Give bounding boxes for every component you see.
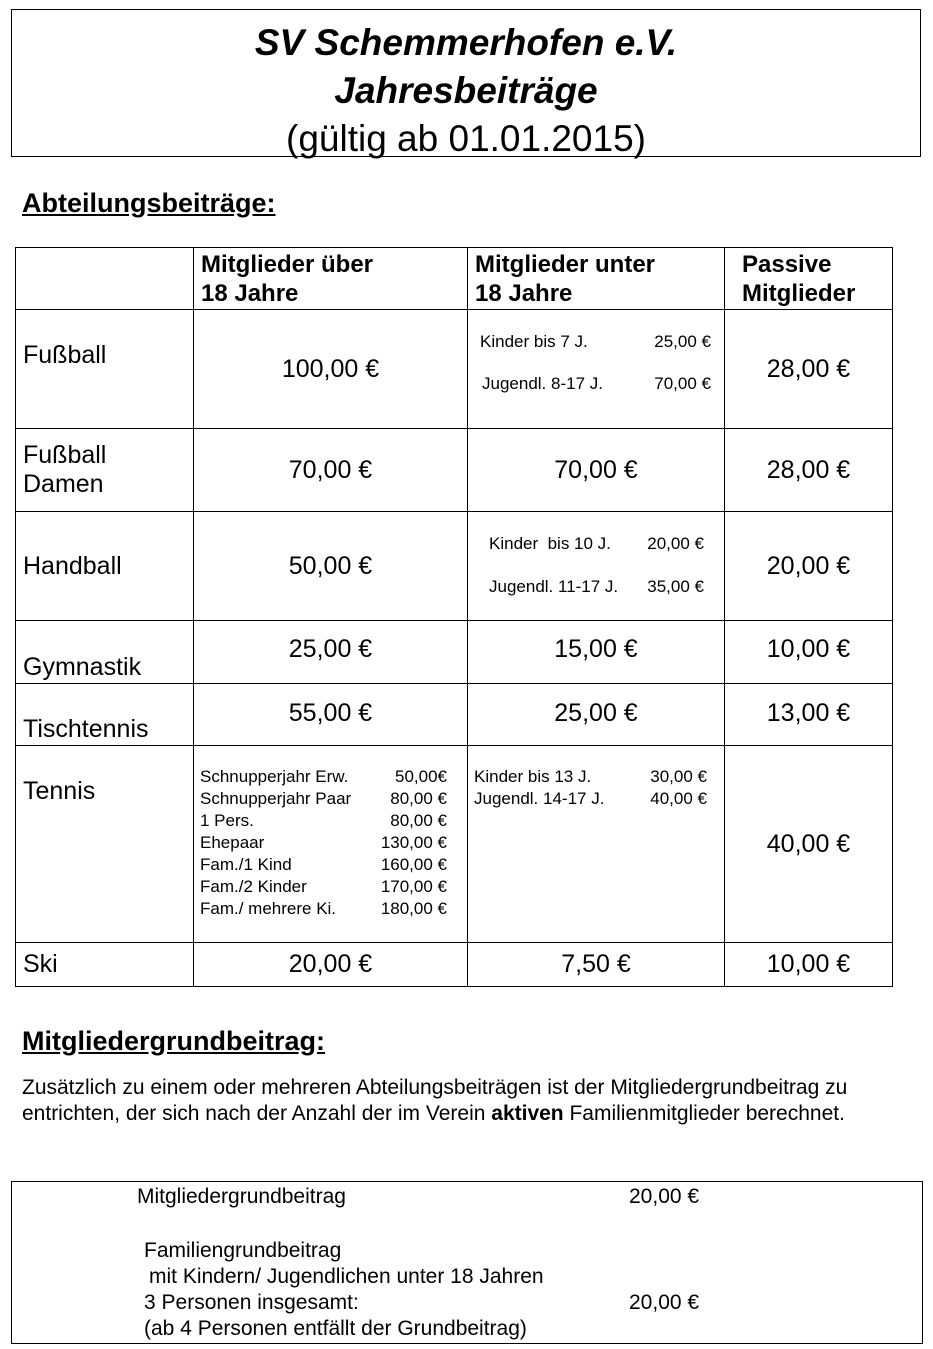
passive-fee: 10,00 € [725,621,893,684]
category-cell [16,429,194,512]
fee-line-price: 80,00 € [390,811,447,830]
header-youth-line2: 18 Jahre [475,280,573,307]
fee-line-price: 30,00 € [650,767,707,786]
category-label: Handball [23,551,122,580]
header-passive-line2: Mitglieder [742,280,856,307]
fee-line-price: 130,00 € [380,833,447,852]
fee-line-item [200,766,447,788]
youth-fee-cell [468,512,725,621]
validity-date: (gültig ab 01.01.2015) [286,118,646,159]
category-label: Fußball [23,341,107,369]
category-cell [16,512,194,621]
adult-fee: 55,00 € [194,684,468,746]
adult-fee: 70,00 € [194,429,468,512]
table-row-fussball-damen [16,429,893,512]
passive-fee: 13,00 € [725,684,893,746]
fee-line-item [200,898,447,920]
family-fee-note: (ab 4 Personen entfällt der Grundbeitrag) [144,1317,527,1340]
fee-line-label: Schnupperjahr Paar [200,789,352,808]
header-youth-line1: Mitglieder unter [475,251,656,278]
category-cell [16,746,194,943]
header-adults-line2: 18 Jahre [201,280,299,307]
header-passive-line1: Passive [742,251,832,278]
youth-fee: 7,50 € [468,943,725,987]
header-adults [194,248,468,310]
table-row-fussball [16,310,893,429]
table-row-gymnastik [16,621,893,684]
adult-fee: 50,00 € [194,512,468,621]
category-label: Tischtennis [23,715,149,743]
category-label-line2: Damen [23,470,104,498]
category-cell [16,621,194,684]
adult-fee-cell [194,746,468,943]
fee-line-label: Fam./ mehrere Ki. [200,899,337,918]
category-label-line1: Fußball [23,441,107,469]
youth-fee-cell [468,746,725,943]
table-row-tennis [16,746,893,943]
section-heading-departments: Abteilungsbeiträge: [22,188,276,218]
table-row-ski [16,943,893,987]
fee-line-price: 80,00 € [390,789,447,808]
youth-fee-line: Kinder bis 7 J. 25,00 € [480,332,711,351]
category-label: Tennis [23,777,96,805]
passive-fee: 40,00 € [725,746,893,943]
youth-fee-cell [468,310,725,429]
youth-fee: 70,00 € [468,429,725,512]
fee-line-label: 1 Pers. [200,811,254,830]
tennis-youth-list [468,746,724,810]
header-adults-line1: Mitglieder über [201,251,374,278]
base-fee-box [11,1181,923,1344]
category-label: Gymnastik [23,653,142,681]
fee-line-item [200,854,447,876]
youth-fee-line: Jugendl. 11-17 J. 35,00 € [489,577,704,596]
fee-line-item [200,876,447,898]
passive-fee: 28,00 € [725,429,893,512]
fee-line-label: Schnupperjahr Erw. [200,767,349,786]
category-cell [16,943,194,987]
fee-line-item [474,788,707,810]
fee-line-label: Kinder bis 13 J. [474,767,592,786]
passive-fee: 20,00 € [725,512,893,621]
header-empty-cell [16,248,194,310]
table-row-tischtennis [16,684,893,746]
fee-line-label: Ehepaar [200,833,265,852]
adult-fee: 25,00 € [194,621,468,684]
fee-line-price: 50,00€ [395,767,447,786]
header-passive [725,248,893,310]
fee-line-price: 180,00 € [380,899,447,918]
youth-fee: 15,00 € [468,621,725,684]
fee-line-item [200,810,447,832]
adult-fee: 100,00 € [194,310,468,429]
table-row-handball [16,512,893,621]
passive-fee: 10,00 € [725,943,893,987]
tennis-adult-list [194,746,467,920]
title-box [11,9,921,157]
club-name: SV Schemmerhofen e.V. [254,22,678,63]
section-heading-base-fee: Mitgliedergrundbeitrag: [22,1026,325,1056]
passive-fee: 28,00 € [725,310,893,429]
fee-table [15,247,893,987]
family-fee-price: 20,00 € [629,1291,700,1314]
fee-line-label: Jugendl. 14-17 J. [474,789,605,808]
category-cell [16,684,194,746]
family-fee-condition: mit Kindern/ Jugendlichen unter 18 Jahren [149,1265,544,1288]
fee-line-label: Fam./2 Kinder [200,877,307,896]
fee-line-price: 40,00 € [650,789,707,808]
fee-line-item [200,832,447,854]
table-header-row [16,248,893,310]
family-fee-label: Familiengrundbeitrag [144,1239,342,1262]
family-fee-persons: 3 Personen insgesamt: [144,1291,359,1314]
header-youth [468,248,725,310]
category-cell [16,310,194,429]
base-fee-label: Mitgliedergrundbeitrag [137,1185,346,1208]
youth-fee-line: Kinder bis 10 J. 20,00 € [489,534,704,553]
youth-fee: 25,00 € [468,684,725,746]
fee-line-label: Fam./1 Kind [200,855,292,874]
category-label: Ski [23,950,58,978]
fee-line-price: 160,00 € [380,855,447,874]
youth-fee-line: Jugendl. 8-17 J. 70,00 € [482,374,711,393]
adult-fee: 20,00 € [194,943,468,987]
fee-line-item [200,788,447,810]
base-fee-description: Zusätzlich zu einem oder mehreren Abteilungsbeiträgen ist der Mitgliedergrundbeitrag zu entrichten, der sich nach der Anzahl der im Verein aktiven Familienmitglieder berechnet. [22,1076,848,1125]
base-fee-price: 20,00 € [629,1185,700,1208]
fee-line-item [474,766,707,788]
document-title: Jahresbeiträge [334,70,598,111]
fee-line-price: 170,00 € [380,877,447,896]
